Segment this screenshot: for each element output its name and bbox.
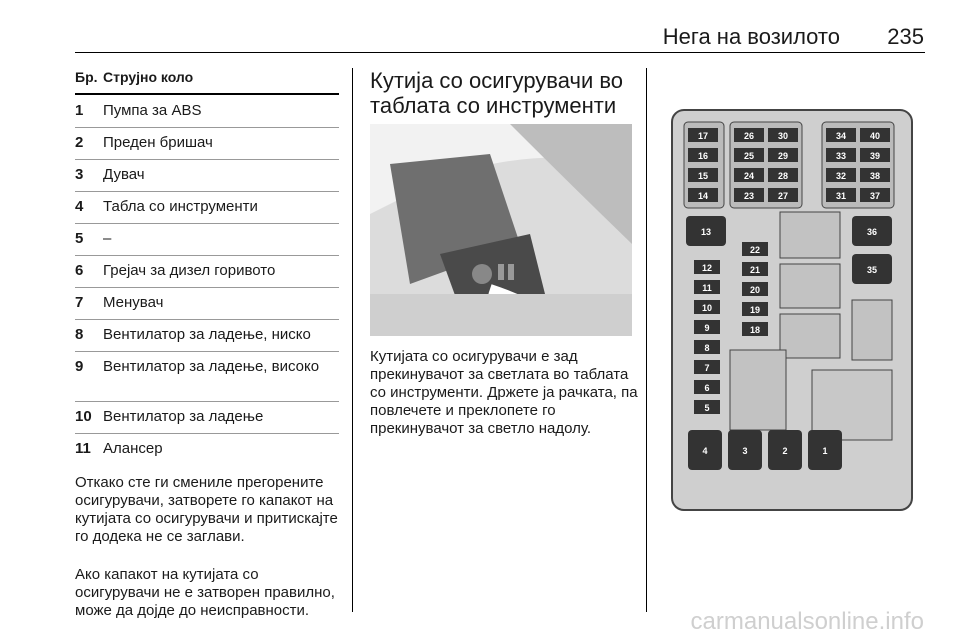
fuse-box-diagram (662, 100, 926, 520)
section-title: Кутија со осигурувачи во таблата со инструменти (370, 68, 624, 118)
fuse-label: 37 (869, 191, 881, 201)
fuse-label: 9 (704, 323, 710, 333)
fuse-label: 38 (869, 171, 881, 181)
row-number: 10 (75, 408, 92, 425)
col-circuit-header: Струјно коло (103, 69, 194, 85)
row-text: Грејач за дизел горивото (103, 262, 276, 279)
fuse-label: 36 (866, 227, 878, 237)
fuse-label: 5 (704, 403, 710, 413)
fuse-label: 12 (701, 263, 713, 273)
watermark: carmanualsonline.info (690, 608, 924, 635)
row-text: Менувач (103, 294, 164, 311)
fuse-label: 1 (822, 446, 828, 456)
page-header-title: Нега на возилото (662, 24, 840, 49)
column-divider (646, 68, 647, 612)
fuse-label: 13 (700, 227, 712, 237)
row-number: 11 (75, 440, 91, 457)
fuse-label: 18 (749, 325, 761, 335)
header-rule (75, 52, 925, 53)
row-text: Пумпа за ABS (103, 102, 202, 119)
fuse-label: 35 (866, 265, 878, 275)
row-text: Вентилатор за ладење, високо (103, 358, 320, 375)
fuse-label: 34 (835, 131, 847, 141)
fuse-label: 15 (697, 171, 709, 181)
row-number: 3 (75, 166, 84, 183)
row-number: 2 (75, 134, 84, 151)
fuse-label: 4 (702, 446, 708, 456)
fuse-label: 30 (777, 131, 789, 141)
row-text: Табла со инструменти (103, 198, 258, 215)
row-text: Вентилатор за ладење, ниско (103, 326, 311, 343)
fuse-label: 2 (782, 446, 788, 456)
fuse-label: 10 (701, 303, 713, 313)
row-number: 6 (75, 262, 84, 279)
col-number-header: Бр. (75, 69, 98, 85)
page-number: 235 (887, 24, 924, 49)
row-number: 8 (75, 326, 84, 343)
row-text: Вентилатор за ладење (103, 408, 264, 425)
row-text: – (103, 230, 112, 247)
row-number: 1 (75, 102, 84, 119)
fuse-label: 16 (697, 151, 709, 161)
fuse-label: 20 (749, 285, 761, 295)
row-text: Алансер (103, 440, 163, 457)
row-text: Преден бришач (103, 134, 213, 151)
fuse-label: 23 (743, 191, 755, 201)
row-number: 9 (75, 358, 84, 375)
table-header-rule (75, 93, 339, 95)
fuse-label: 26 (743, 131, 755, 141)
fuse-label: 7 (704, 363, 710, 373)
fuse-label: 24 (743, 171, 755, 181)
fuse-label: 17 (697, 131, 709, 141)
row-text: Дувач (103, 166, 145, 183)
fuse-label: 32 (835, 171, 847, 181)
fuse-label: 14 (697, 191, 709, 201)
fuse-label: 6 (704, 383, 710, 393)
note-paragraph-2: Ако капакот на кутијата со осигурувачи не е затворен правилно, може да дојде до неисправности. (75, 566, 335, 619)
location-paragraph: Кутијата со осигурувачи е зад прекинувачот за светлата во таблата со инструменти. Држете ја рачката, па повлечете и преклопете го прекинувачот за светло надолу. (370, 348, 638, 437)
fuse-label: 28 (777, 171, 789, 181)
column-divider (352, 68, 353, 612)
row-number: 4 (75, 198, 84, 215)
fuse-label: 21 (749, 265, 761, 275)
row-number: 7 (75, 294, 84, 311)
fuse-label: 25 (743, 151, 755, 161)
fuse-label: 31 (835, 191, 847, 201)
fuse-label: 27 (777, 191, 789, 201)
row-number: 5 (75, 230, 84, 247)
fuse-label: 40 (869, 131, 881, 141)
fuse-label: 8 (704, 343, 710, 353)
fuse-label: 29 (777, 151, 789, 161)
fuse-label: 33 (835, 151, 847, 161)
fuse-label: 39 (869, 151, 881, 161)
fuse-label: 19 (749, 305, 761, 315)
fuse-label: 22 (749, 245, 761, 255)
fuse-box-photo (370, 124, 632, 336)
note-paragraph-1: Откако сте ги смениле прегорените осигурувачи, затворете го капакот на кутијата со осигурувачи и притискајте го додека не се заглави. (75, 474, 338, 545)
fuse-label: 11 (702, 283, 712, 293)
fuse-label: 3 (742, 446, 748, 456)
